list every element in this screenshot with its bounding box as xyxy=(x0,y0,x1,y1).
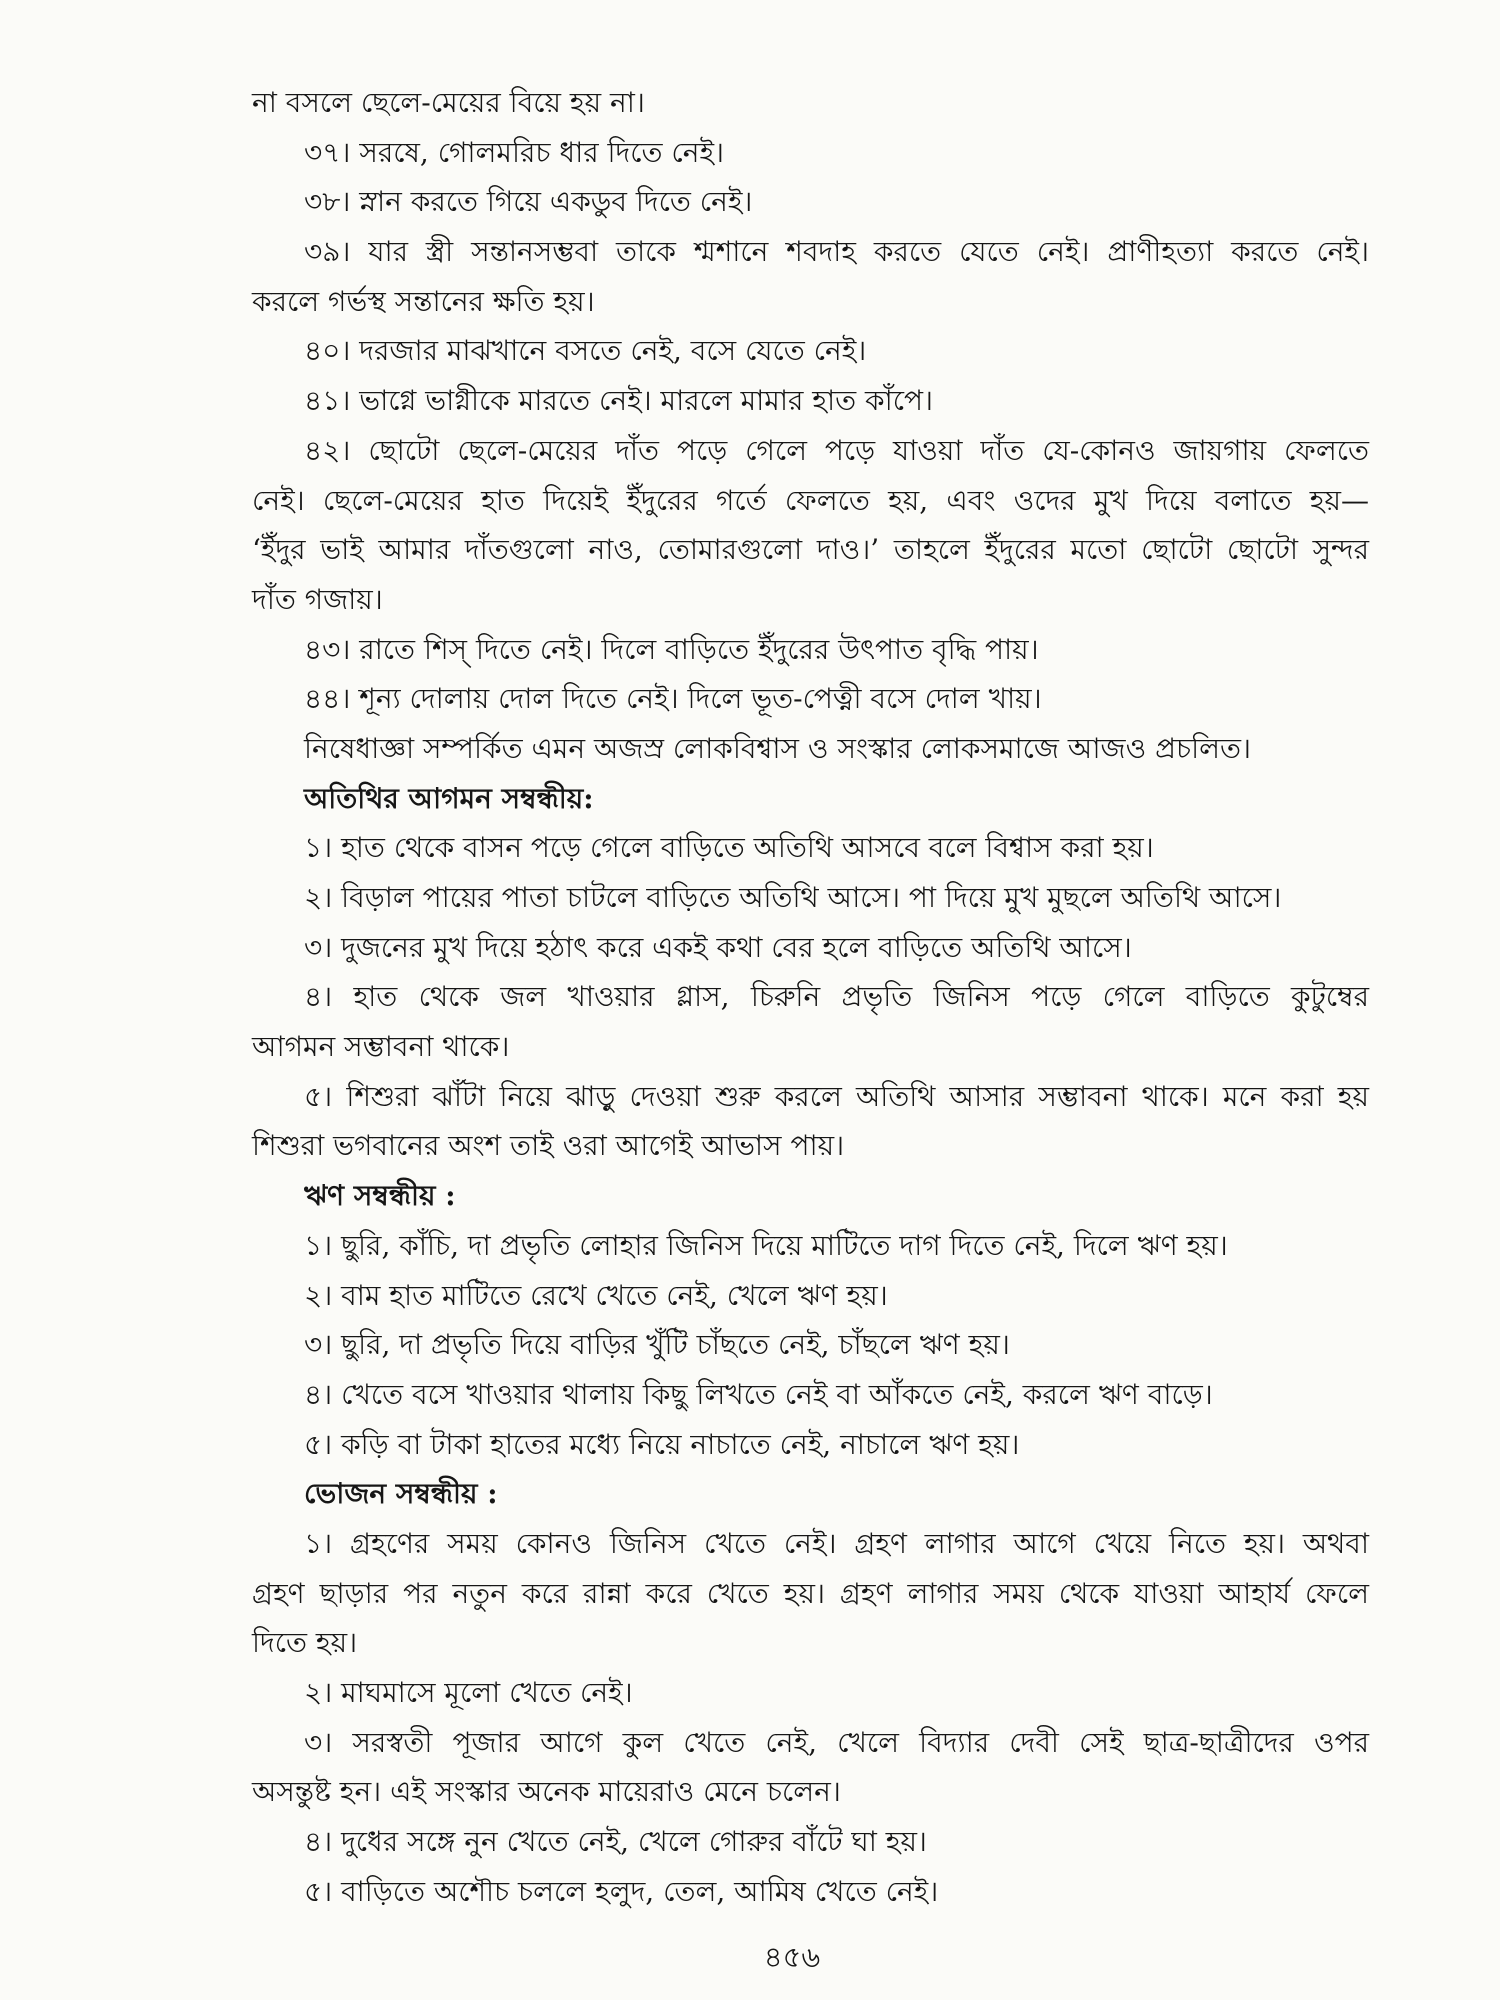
list-item xyxy=(252,1519,1369,1668)
guest-item-3: ৩। দুজনের মুখ দিয়ে হঠাৎ করে একই কথা বের হলে বাড়িতে অতিথি আসে। xyxy=(304,930,1132,964)
list-item xyxy=(252,1320,1369,1370)
guest-item-4-line-1: ৪। হাত থেকে জল খাওয়ার গ্লাস, চিরুনি প্রভৃতি জিনিস পড়ে গেলে বাড়িতে কুটুম্বের xyxy=(304,980,1369,1014)
prohibition-list xyxy=(252,128,1369,724)
guest-item-5-line-2: শিশুরা ভগবানের অংশ তাই ওরা আগেই আভাস পায়। xyxy=(252,1129,845,1163)
list-item xyxy=(252,972,1369,1071)
prohibition-42-line-4: দাঁত গজায়। xyxy=(252,582,383,616)
food-item-5: ৫। বাড়িতে অশৌচ চললে হলুদ, তেল, আমিষ খেতে নেই। xyxy=(304,1874,939,1908)
page-number: ৪৫৬ xyxy=(763,1940,821,1974)
guest-item-2: ২। বিড়াল পায়ের পাতা চাটলে বাড়িতে অতিথি আসে। পা দিয়ে মুখ মুছলে অতিথি আসে। xyxy=(304,881,1282,914)
prohibition-44: ৪৪। শূন্য দোলায় দোল দিতে নেই। দিলে ভূত-পেত্নী বসে দোল খায়। xyxy=(304,682,1042,716)
debt-item-1: ১। ছুরি, কাঁচি, দা প্রভৃতি লোহার জিনিস দিয়ে মাটিতে দাগ দিতে নেই, দিলে ঋণ হয়। xyxy=(304,1228,1228,1262)
guest-item-5-line-1: ৫। শিশুরা ঝাঁটা নিয়ে ঝাড়ু দেওয়া শুরু করলে অতিথি আসার সম্ভাবনা থাকে। মনে করা হয় xyxy=(304,1079,1369,1113)
list-item xyxy=(252,1271,1369,1321)
list-item xyxy=(252,1072,1369,1171)
prohibition-42-line-2: নেই। ছেলে-মেয়ের হাত দিয়েই ইঁদুরের গর্তে ফেলতে হয়, এবং ওদের মুখ দিয়ে বলাতে হয়— xyxy=(252,483,1369,517)
debt-item-4: ৪। খেতে বসে খাওয়ার থালায় কিছু লিখতে নেই বা আঁকতে নেই, করলে ঋণ বাড়ে। xyxy=(304,1377,1213,1411)
food-item-3-line-1: ৩। সরস্বতী পূজার আগে কুল খেতে নেই, খেলে বিদ্যার দেবী সেই ছাত্র-ছাত্রীদের ওপর xyxy=(304,1725,1369,1759)
debt-item-2: ২। বাম হাত মাটিতে রেখে খেতে নেই, খেলে ঋণ হয়। xyxy=(304,1278,888,1312)
food-item-2: ২। মাঘমাসে মূলো খেতে নেই। xyxy=(304,1676,633,1709)
debt-item-3: ৩। ছুরি, দা প্রভৃতি দিয়ে বাড়ির খুঁটি চাঁছতে নেই, চাঁছলে ঋণ হয়। xyxy=(304,1328,1010,1362)
list-item xyxy=(252,923,1369,973)
list-item xyxy=(252,1221,1369,1271)
prohibition-37: ৩৭। সরষে, গোলমরিচ ধার দিতে নেই। xyxy=(304,135,725,169)
prohibition-41: ৪১। ভাগ্নে ভাগ্নীকে মারতে নেই। মারলে মামার হাত কাঁপে। xyxy=(304,384,933,418)
summary-line: নিষেধাজ্ঞা সম্পর্কিত এমন অজস্র লোকবিশ্বাস ও সংস্কার লোকসমাজে আজও প্রচলিত। xyxy=(304,731,1252,765)
list-item xyxy=(252,376,1369,426)
list-item xyxy=(252,674,1369,724)
list-item xyxy=(252,1420,1369,1470)
list-item xyxy=(252,1718,1369,1817)
list-item xyxy=(252,873,1369,923)
section-guest-arrival xyxy=(252,774,1369,1172)
list-item xyxy=(252,1867,1369,1917)
list-item xyxy=(252,823,1369,873)
prohibition-42-line-3: ‘ইঁদুর ভাই আমার দাঁতগুলো নাও, তোমারগুলো দাও।’ তাহলে ইঁদুরের মতো ছোটো ছোটো সুন্দর xyxy=(252,533,1369,567)
food-item-3-line-2: অসন্তুষ্ট হন। এই সংস্কার অনেক মায়েরাও মেনে চলেন। xyxy=(252,1775,841,1809)
prohibition-43: ৪৩। রাতে শিস্ দিতে নেই। দিলে বাড়িতে ইঁদুরের উৎপাত বৃদ্ধি পায়। xyxy=(304,632,1039,666)
section-heading: অতিথির আগমন সম্বন্ধীয়: xyxy=(304,781,594,815)
prohibition-42-line-1: ৪২। ছোটো ছেলে-মেয়ের দাঁত পড়ে গেলে পড়ে যাওয়া দাঁত যে-কোনও জায়গায় ফেলতে xyxy=(304,433,1369,467)
list-item xyxy=(252,227,1369,326)
list-item xyxy=(252,326,1369,376)
section-food xyxy=(252,1469,1369,1916)
food-item-4: ৪। দুধের সঙ্গে নুন খেতে নেই, খেলে গোরুর বাঁটে ঘা হয়। xyxy=(304,1825,927,1859)
list-item xyxy=(252,1668,1369,1718)
food-item-1-line-1: ১। গ্রহণের সময় কোনও জিনিস খেতে নেই। গ্রহণ লাগার আগে খেয়ে নিতে হয়। অথবা xyxy=(304,1526,1369,1560)
section-heading: ঋণ সম্বন্ধীয় : xyxy=(304,1179,456,1213)
carryover-line: না বসলে ছেলে-মেয়ের বিয়ে হয় না। xyxy=(252,86,645,119)
debt-item-5: ৫। কড়ি বা টাকা হাতের মধ্যে নিয়ে নাচাতে নেই, নাচালে ঋণ হয়। xyxy=(304,1427,1020,1461)
list-item xyxy=(252,625,1369,675)
section-debt xyxy=(252,1171,1369,1469)
prohibition-40: ৪০। দরজার মাঝখানে বসতে নেই, বসে যেতে নেই। xyxy=(304,334,867,368)
prohibition-39-line-2: করলে গর্ভস্থ সন্তানের ক্ষতি হয়। xyxy=(252,284,595,318)
page-body-text xyxy=(252,78,1369,1916)
list-item xyxy=(252,177,1369,227)
guest-item-1: ১। হাত থেকে বাসন পড়ে গেলে বাড়িতে অতিথি আসবে বলে বিশ্বাস করা হয়। xyxy=(304,831,1154,865)
prohibition-39-line-1: ৩৯। যার স্ত্রী সন্তানসম্ভবা তাকে শ্মশানে শবদাহ করতে যেতে নেই। প্রাণীহত্যা করতে নেই। xyxy=(304,235,1369,269)
food-item-1-line-2: গ্রহণ ছাড়ার পর নতুন করে রান্না করে খেতে হয়। গ্রহণ লাগার সময় থেকে যাওয়া আহার্য ফেলে xyxy=(252,1576,1369,1610)
food-item-1-line-3: দিতে হয়। xyxy=(252,1626,358,1660)
list-item xyxy=(252,1370,1369,1420)
section-heading: ভোজন সম্বন্ধীয় : xyxy=(304,1477,498,1511)
guest-item-4-line-2: আগমন সম্ভাবনা থাকে। xyxy=(252,1030,510,1064)
list-item xyxy=(252,426,1369,625)
list-item xyxy=(252,128,1369,178)
prohibition-38: ৩৮। স্নান করতে গিয়ে একডুব দিতে নেই। xyxy=(304,185,753,219)
list-item xyxy=(252,1817,1369,1867)
